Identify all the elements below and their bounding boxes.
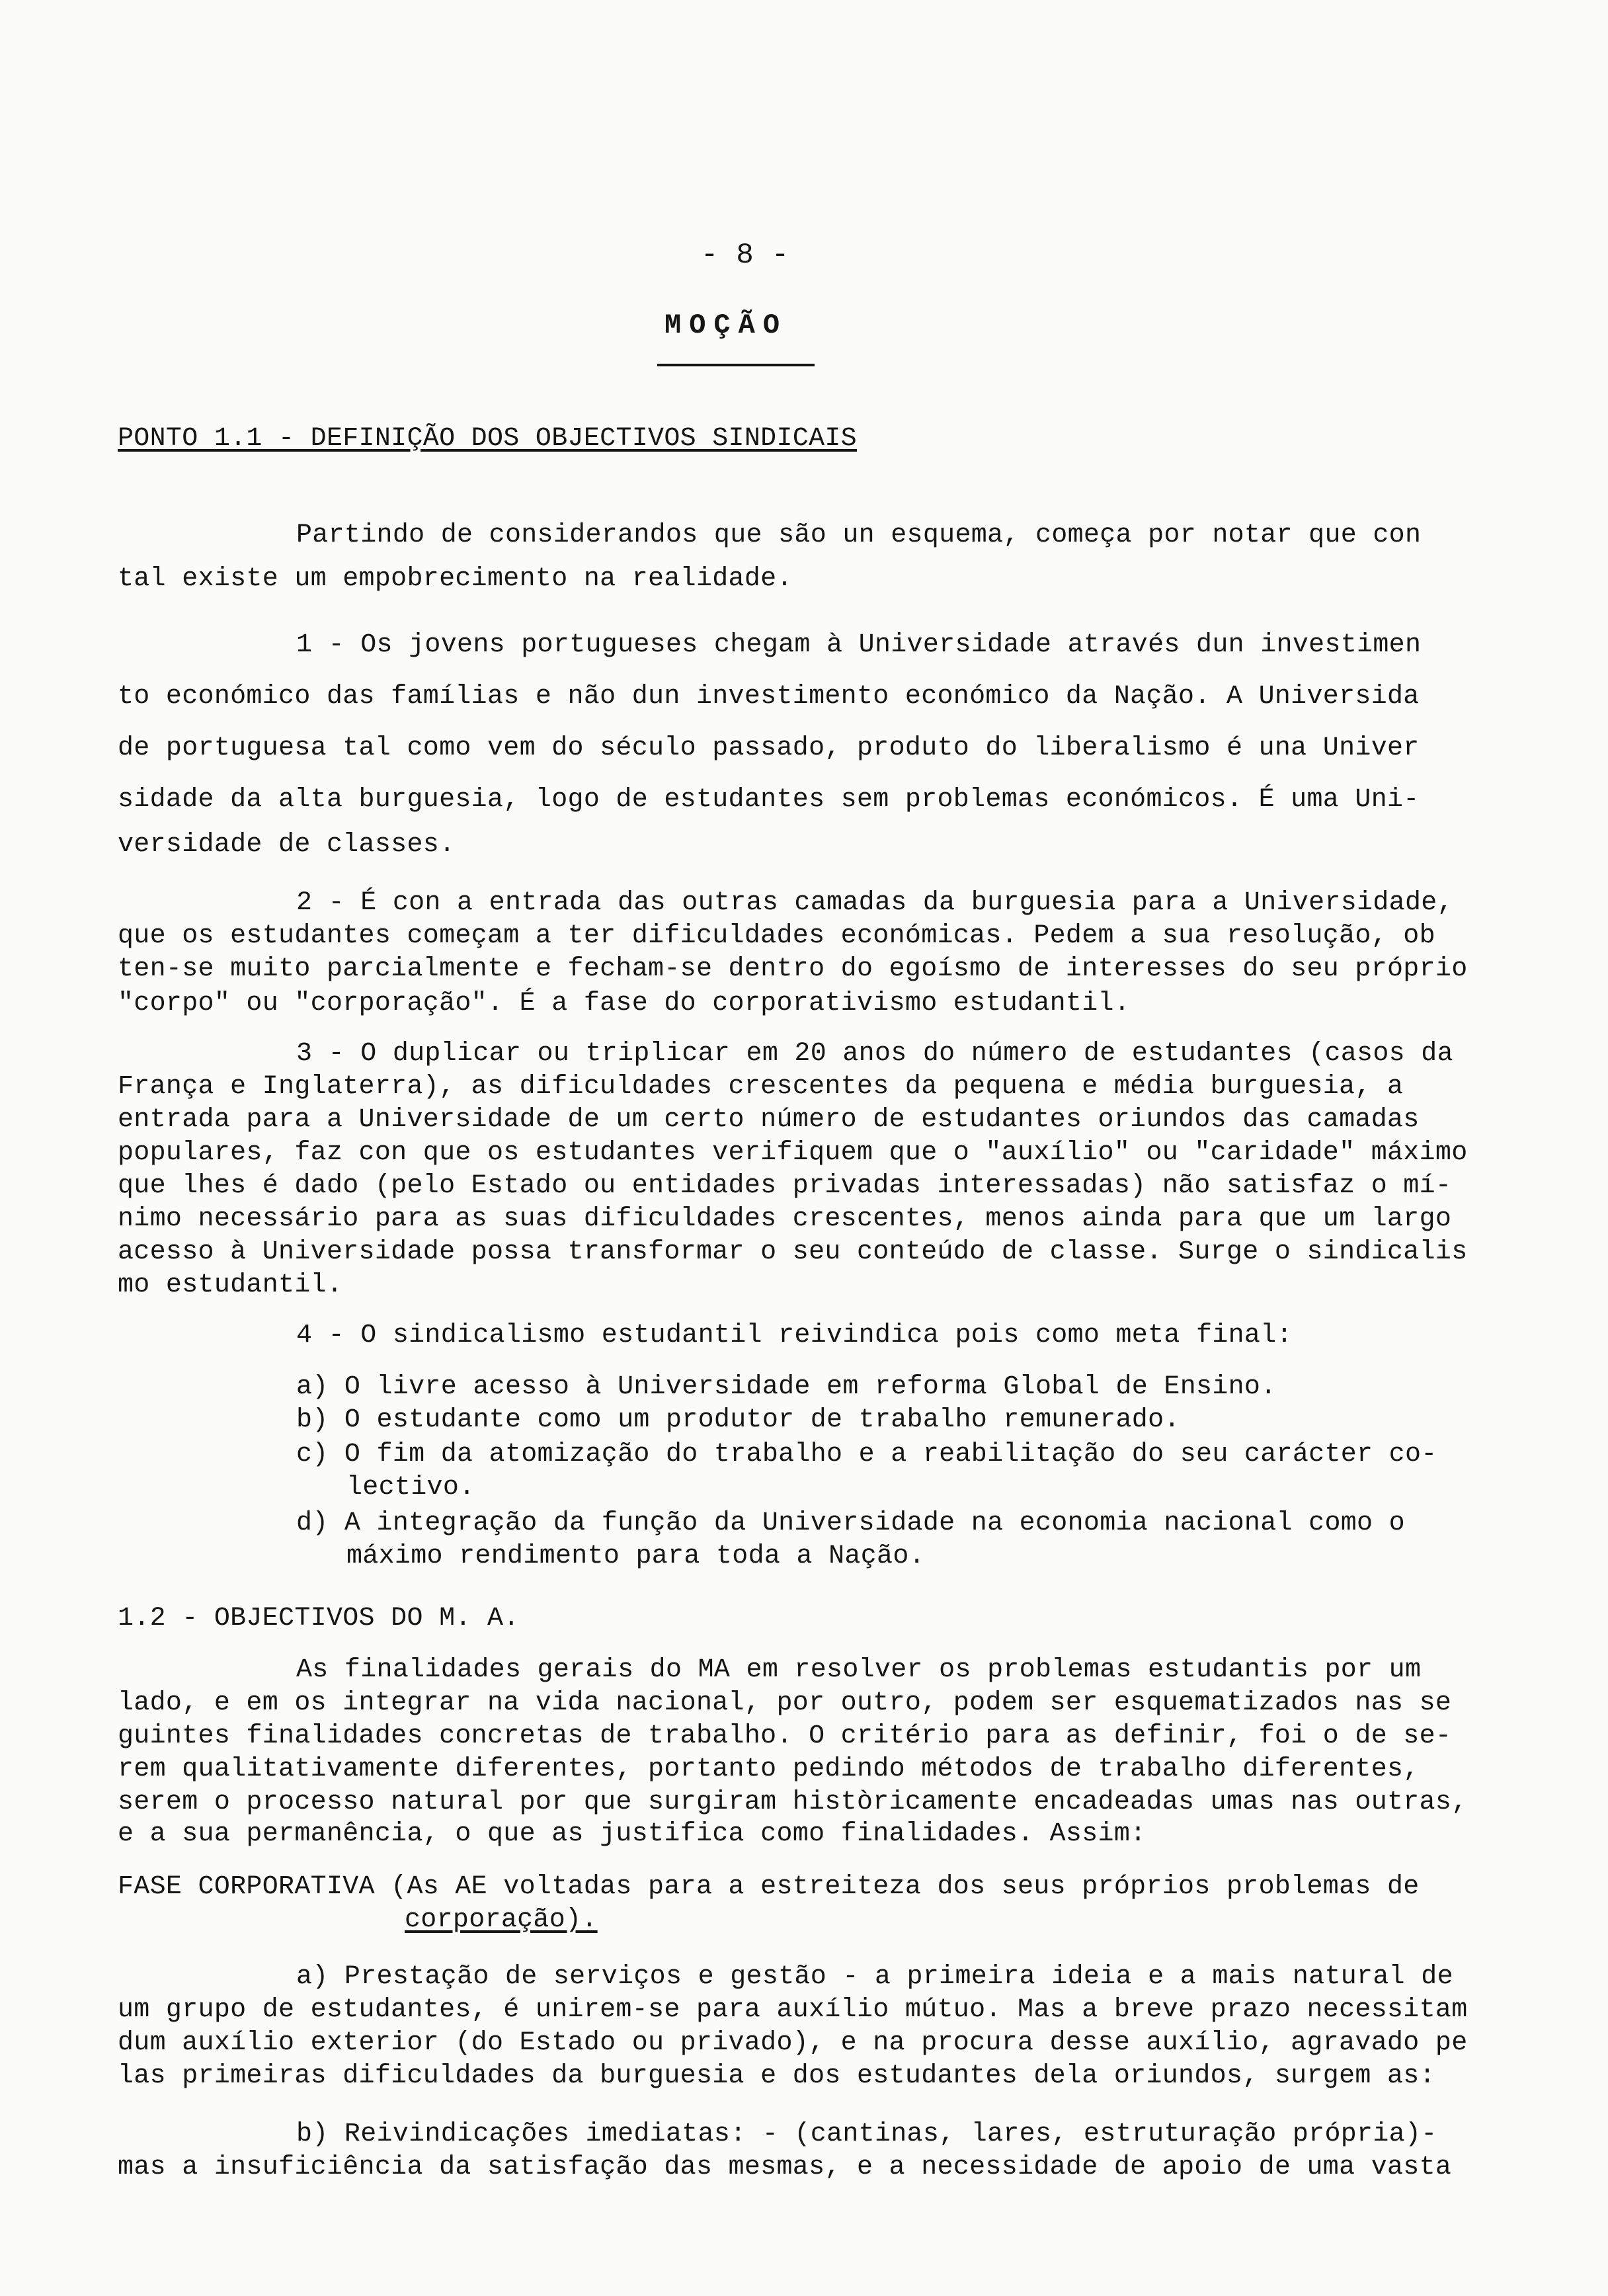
paragraph-line: 2 - É con a entrada das outras camadas da burguesia para a Universidade, <box>296 888 1453 918</box>
paragraph-line: "corpo" ou "corporação". É a fase do corporativismo estudantil. <box>118 989 1131 1018</box>
paragraph-line: sidade da alta burguesia, logo de estudantes sem problemas económicos. É uma Uni- <box>118 785 1420 815</box>
paragraph-line: guintes finalidades concretas de trabalho. O critério para as definir, foi o de se- <box>118 1721 1452 1751</box>
paragraph-line: acesso à Universidade possa transformar o seu conteúdo de classe. Surge o sindicalis <box>118 1237 1468 1267</box>
list-item-d: d) A integração da função da Universidade na economia nacional como o <box>296 1508 1405 1538</box>
paragraph-line: populares, faz con que os estudantes verifiquem que o "auxílio" ou "caridade" máximo <box>118 1138 1468 1168</box>
page-title: MOÇÃO <box>664 309 788 341</box>
paragraph-line: Partindo de considerandos que são un esquema, começa por notar que con <box>296 520 1422 550</box>
paragraph-line: a) Prestação de serviços e gestão - a primeira ideia e a mais natural de <box>296 1962 1453 1992</box>
paragraph-line: entrada para a Universidade de um certo número de estudantes oriundos das camadas <box>118 1105 1420 1135</box>
paragraph-line: lado, e em os integrar na vida nacional, por outro, podem ser esquematizados nas se <box>118 1688 1452 1718</box>
paragraph-line: to económico das famílias e não dun investimento económico da Nação. A Universida <box>118 682 1420 712</box>
paragraph-line: e a sua permanência, o que as justifica como finalidades. Assim: <box>118 1819 1146 1849</box>
paragraph-line: 1 - Os jovens portugueses chegam à Universidade através dun investimen <box>296 630 1422 660</box>
paragraph-line: nimo necessário para as suas dificuldades crescentes, menos ainda para que um largo <box>118 1204 1452 1234</box>
list-item-b: b) O estudante como um produtor de trabalho remunerado. <box>296 1405 1180 1435</box>
paragraph-line: 4 - O sindicalismo estudantil reivindica pois como meta final: <box>296 1321 1293 1350</box>
section-heading-1-2: 1.2 - OBJECTIVOS DO M. A. <box>118 1604 520 1633</box>
phase-heading: FASE CORPORATIVA (As AE voltadas para a estreiteza dos seus próprios problemas de <box>118 1872 1420 1902</box>
paragraph-line: um grupo de estudantes, é unirem-se para auxílio mútuo. Mas a breve prazo necessitam <box>118 1995 1468 2025</box>
list-item-a: a) O livre acesso à Universidade em reforma Global de Ensino. <box>296 1372 1277 1402</box>
paragraph-line: As finalidades gerais do MA em resolver os problemas estudantis por um <box>296 1655 1422 1685</box>
list-item-d-cont: máximo rendimento para toda a Nação. <box>346 1541 925 1571</box>
paragraph-line: 3 - O duplicar ou triplicar em 20 anos do número de estudantes (casos da <box>296 1039 1453 1069</box>
paragraph-line: versidade de classes. <box>118 830 456 860</box>
title-underline <box>657 364 815 366</box>
paragraph-line: ten-se muito parcialmente e fecham-se dentro do egoísmo de interesses do seu próprio <box>118 954 1468 984</box>
page-number: - 8 - <box>701 239 789 272</box>
paragraph-line: que os estudantes começam a ter dificuldades económicas. Pedem a sua resolução, ob <box>118 921 1435 951</box>
paragraph-line: dum auxílio exterior (do Estado ou privado), e na procura desse auxílio, agravado pe <box>118 2028 1468 2058</box>
paragraph-line: serem o processo natural por que surgiram històricamente encadeadas umas nas outras, <box>118 1787 1468 1817</box>
paragraph-line: França e Inglaterra), as dificuldades crescentes da pequena e média burguesia, a <box>118 1072 1404 1102</box>
list-item-c: c) O fim da atomização do trabalho e a reabilitação do seu carácter co- <box>296 1440 1437 1469</box>
paragraph-line: rem qualitativamente diferentes, portanto pedindo métodos de trabalho diferentes, <box>118 1754 1420 1784</box>
paragraph-line: mas a insuficiência da satisfação das mesmas, e a necessidade de apoio de uma vasta <box>118 2152 1452 2182</box>
phase-heading-cont: corporação). <box>405 1905 598 1935</box>
paragraph-line: las primeiras dificuldades da burguesia e dos estudantes dela oriundos, surgem as: <box>118 2061 1435 2091</box>
paragraph-line: de portuguesa tal como vem do século passado, produto do liberalismo é una Univer <box>118 733 1420 763</box>
list-item-c-cont: lectivo. <box>346 1473 475 1502</box>
paragraph-line: tal existe um empobrecimento na realidade. <box>118 564 793 594</box>
paragraph-line: mo estudantil. <box>118 1270 343 1300</box>
section-heading-1-1: PONTO 1.1 - DEFINIÇÃO DOS OBJECTIVOS SINDICAIS <box>118 424 857 454</box>
paragraph-line: que lhes é dado (pelo Estado ou entidades privadas interessadas) não satisfaz o mí- <box>118 1171 1452 1201</box>
paragraph-line: b) Reivindicações imediatas: - (cantinas, lares, estruturação própria)- <box>296 2119 1437 2149</box>
